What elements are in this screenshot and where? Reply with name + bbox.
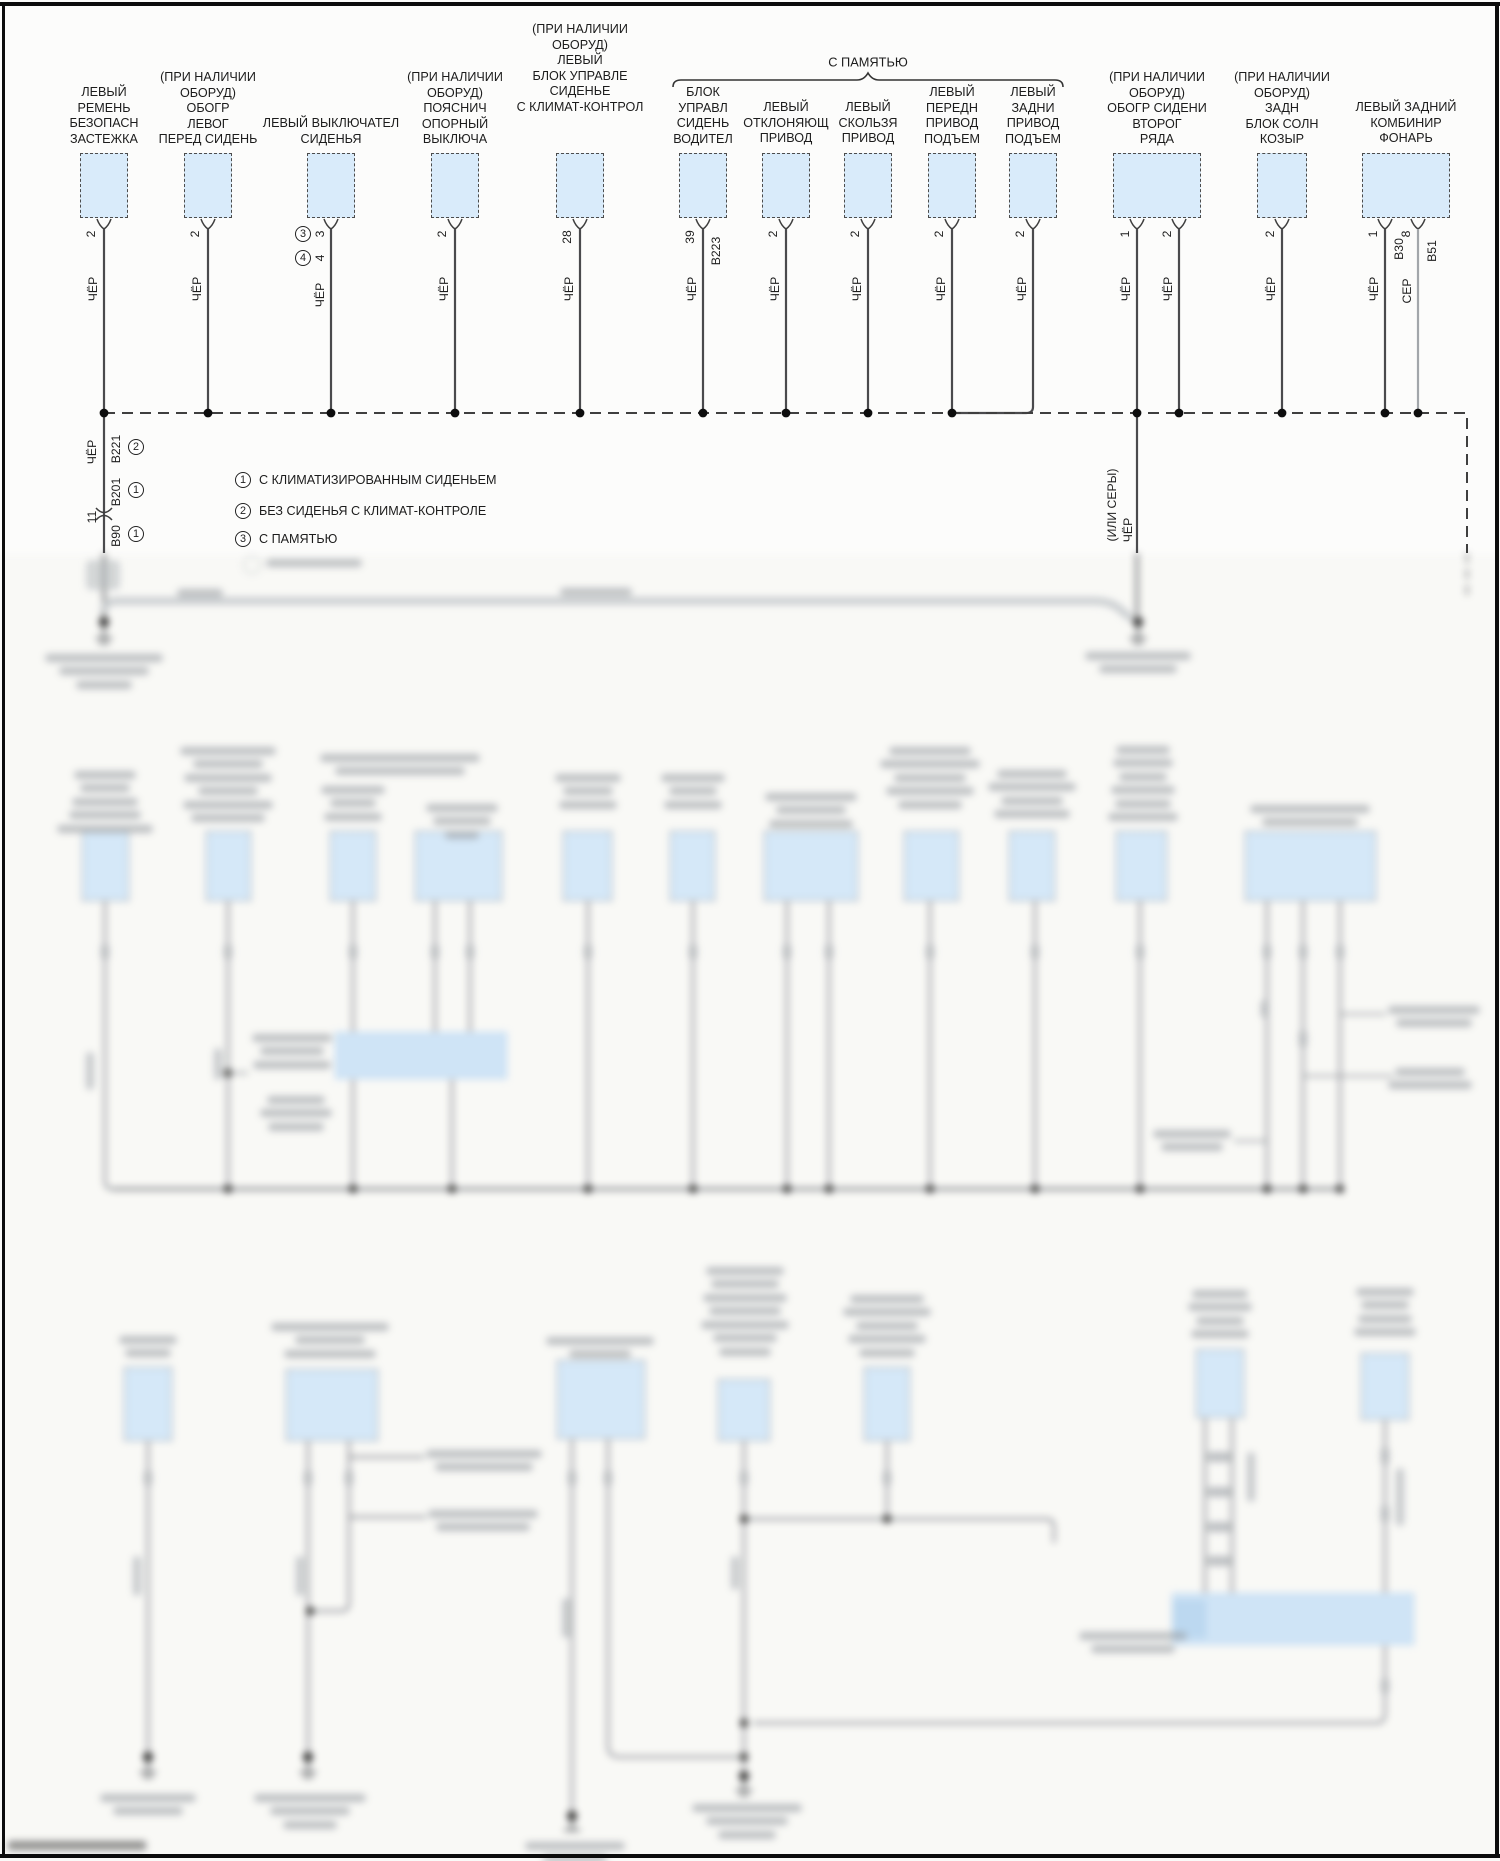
component-label: (ПРИ НАЛИЧИИ ОБОРУД) ЛЕВЫЙ БЛОК УПРАВЛЕ СИДЕНЬЕ С КЛИМАТ-КОНТРОЛ [516,22,644,114]
blurred-component-box [764,831,858,901]
blurred-label-block [555,768,621,809]
inline-connector [883,1470,891,1486]
blurred-label-block [252,1028,332,1069]
component-label: (ПРИ НАЛИЧИИ ОБОРУД) ПОЯСНИЧ ОПОРНЫЙ ВЫКЛЮЧА [407,70,503,146]
component-box-sunvisor-module [1257,153,1307,218]
blurred-vertical-text [86,1052,94,1090]
wire-color-label: ЧЁР [1121,517,1135,543]
inline-connector [740,1470,748,1486]
legend-text: С ПАМЯТЬЮ [259,532,338,546]
blurred-label-block [546,1331,654,1358]
blurred-ground-label [100,1788,196,1815]
component-label: БЛОК УПРАВЛ СИДЕНЬ ВОДИТЕЛ [673,85,733,146]
blurred-label-block [260,1090,332,1131]
page-border-top [0,2,1500,6]
blurred-label-block [661,768,725,809]
wire-color-label: ЧЁР [437,276,451,302]
inline-connector [431,944,439,960]
inline-connector [604,1470,612,1486]
blurred-label-block [1388,1062,1472,1089]
inline-connector [144,1470,152,1486]
connector-name: B30 [1392,238,1406,260]
pin-number: 1 [1118,230,1132,238]
inline-connector [1299,1030,1307,1048]
component-box-rear-lift-motor [1009,153,1057,218]
blurred-vertical-text [1396,1468,1404,1526]
connector-name: B51 [1425,240,1439,262]
condition-circle-4: 4 [295,250,311,266]
memory-group-label: С ПАМЯТЬЮ [828,54,908,70]
component-label: ЛЕВЫЙ ЗАДНИ ПРИВОД ПОДЪЕМ [1005,85,1061,146]
blurred-vertical-text [1247,1452,1255,1502]
blurred-component-box [206,831,251,901]
blurred-label-block [1153,1124,1231,1151]
blurred-label-block [119,1330,177,1357]
blurred-component-box [1245,831,1376,901]
pin-number: 28 [560,230,574,244]
inline-connector [1261,1000,1269,1018]
blurred-label-block [321,780,385,821]
wire-color-label: ЧЁР [685,276,699,302]
twisted-pair-mark [1207,1487,1231,1497]
blurred-ground-label [254,1788,366,1829]
component-box-driver-seat-module [679,153,727,218]
component-label: ЛЕВЫЙ ЗАДНИЙ КОМБИНИР ФОНАРЬ [1355,100,1457,145]
blurred-band-highlight [1172,1593,1414,1645]
wire-color-label: ЧЁР [934,276,948,302]
component-label: ЛЕВЫЙ ВЫКЛЮЧАТЕЛ СИДЕНЬЯ [262,116,400,146]
connector-name: B221 [109,434,123,464]
component-label: ЛЕВЫЙ ОТКЛОНЯЮЩ ПРИВОД [743,100,829,145]
blurred-callout-block [428,1504,538,1531]
component-label: ЛЕВЫЙ СКОЛЬЗЯ ПРИВОД [838,100,898,145]
condition-circle: 2 [128,439,144,455]
blurred-label-block [700,1261,790,1356]
inline-connector [1136,944,1144,960]
blurred-label-block [880,741,980,809]
component-label: (ПРИ НАЛИЧИИ ОБОРУД) ОБОГР СИДЕНИ ВТОРОГ РЯДА [1107,70,1207,146]
inline-connector [349,944,357,960]
wire-color-label: ЧЁР [1015,276,1029,302]
blurred-vertical-text [296,1556,304,1596]
blurred-component-box [557,1360,645,1439]
connector-name: B223 [709,236,723,266]
pin-number: 3 [313,230,327,238]
wire-color-label: ЧЁР [1264,276,1278,302]
blurred-footer-text [8,1841,146,1850]
inline-connector [101,944,109,960]
page-border-bottom [0,1854,1500,1858]
blurred-component-box [82,831,129,901]
blurred-label-block [1108,740,1178,821]
blurred-component-box [718,1379,770,1441]
legend-symbol: 3 [235,531,251,547]
blurred-label-block [180,741,276,822]
pin-number: 2 [932,230,946,238]
pin-number: 1 [1366,230,1380,238]
blurred-label-block [1188,1284,1252,1338]
wire-alt-color-label: (ИЛИ СЕРЫ) [1105,468,1119,542]
blurred-component-box [670,831,715,901]
blurred-vertical-text [731,1556,739,1590]
legend-item [235,531,565,549]
twisted-pair-mark [1207,1556,1231,1566]
component-label: ЛЕВЫЙ РЕМЕНЬ БЕЗОПАСН ЗАСТЕЖКА [69,85,139,146]
pin-number: 2 [1160,230,1174,238]
component-box-front-lift-motor [928,153,976,218]
legend-text: С КЛИМАТИЗИРОВАННЫМ СИДЕНЬЕМ [259,473,497,487]
wire-color-label: ЧЁР [85,439,99,465]
inline-connector [783,944,791,960]
blurred-component-box [563,831,612,901]
inline-connector [345,1470,353,1486]
blurred-label-block [1354,1282,1416,1336]
legend-text: БЕЗ СИДЕНЬЯ С КЛИМАТ-КОНТРОЛЕ [259,504,487,518]
blurred-component-box [1361,1353,1409,1420]
inline-connector [926,944,934,960]
wire-color-label: ЧЁР [313,282,327,308]
inline-connector [1299,944,1307,960]
blurred-label-block [765,787,857,828]
inline-connector [689,944,697,960]
component-label: (ПРИ НАЛИЧИИ ОБОРУД) ЗАДН БЛОК СОЛН КОЗЫР [1234,70,1330,146]
pin-number: 2 [188,230,202,238]
component-box-recline-motor [762,153,810,218]
wire-color-label: ЧЁР [1119,276,1133,302]
blurred-component-box [864,1367,910,1441]
pin-number: 2 [435,230,449,238]
blurred-label-block [843,1289,931,1357]
blurred-component-box [904,831,959,901]
wire-color-label: ЧЁР [1161,276,1175,302]
pin-number: 8 [1399,230,1413,238]
wire-color-label: ЧЁР [562,276,576,302]
component-box-lumbar-switch [431,153,479,218]
component-box-seat-switch [307,153,355,218]
twisted-pair-mark [1207,1452,1231,1462]
component-box-rear-lamp [1362,153,1450,218]
blurred-label-block [320,748,480,775]
blurred-component-box [124,1367,172,1441]
legend-symbol: 1 [235,472,251,488]
blurred-label-block [988,764,1076,818]
pin-number: 4 [313,254,327,262]
blurred-callout-block [426,1444,542,1471]
blurred-vertical-text [562,1598,570,1638]
condition-circle: 1 [128,482,144,498]
blurred-label-block [1388,1000,1480,1027]
blurred-component-box [330,831,376,901]
legend-symbol: 2 [235,503,251,519]
inline-connector [304,1470,312,1486]
component-box-slide-motor [844,153,892,218]
pin-number: 11 [85,510,99,524]
inline-connector [1381,1505,1389,1523]
wire-color-label: СЕР [1400,278,1414,304]
pin-number: 2 [1013,230,1027,238]
inline-connector [1031,944,1039,960]
inline-connector [1381,1678,1389,1694]
component-label: ЛЕВЫЙ ПЕРЕДН ПРИВОД ПОДЪЕМ [924,85,980,146]
component-box-seat-belt-buckle [80,153,128,218]
blurred-label-block [1250,799,1370,826]
legend-item [235,503,565,521]
wire-color-label: ЧЁР [1367,276,1381,302]
inline-connector [1381,1447,1389,1465]
component-box-front-seat-heater [184,153,232,218]
wire-color-label: ЧЁР [768,276,782,302]
connector-name: B90 [109,525,123,547]
twisted-pair-mark [1207,1522,1231,1532]
pin-number: 2 [1263,230,1277,238]
blurred-component-box [286,1369,378,1441]
wire-color-label: ЧЁР [86,276,100,302]
component-box-climate-seat-module [556,153,604,218]
blurred-ground-label [692,1798,802,1839]
blurred-splice-highlight [335,1032,507,1079]
blurred-label-block [57,765,153,833]
blurred-callout-block [1079,1626,1187,1653]
blurred-label-block [426,798,498,839]
connector-name: B201 [109,477,123,507]
component-box-second-row-heater [1113,153,1201,218]
inline-connector [1336,944,1344,960]
wire-color-label: ЧЁР [850,276,864,302]
component-label: (ПРИ НАЛИЧИИ ОБОРУД) ОБОГР ЛЕВОГ ПЕРЕД СИДЕНЬ [158,70,258,146]
inline-connector [1263,944,1271,960]
blurred-component-box [1196,1349,1244,1418]
blurred-label-block [271,1317,389,1358]
pin-number: 2 [848,230,862,238]
inline-connector [568,1470,576,1486]
condition-circle: 1 [128,526,144,542]
condition-circle-3: 3 [295,226,311,242]
blurred-component-box [1009,831,1055,901]
blurred-vertical-text [214,1048,222,1080]
pin-number: 2 [84,230,98,238]
inline-connector [584,944,592,960]
inline-connector [466,944,474,960]
page-border-left [2,2,5,1858]
blurred-component-box [415,831,502,901]
inline-connector [825,944,833,960]
pin-number: 2 [766,230,780,238]
pin-number: 39 [683,230,697,244]
legend-item [235,472,565,490]
inline-connector [224,944,232,960]
blurred-vertical-text [133,1556,141,1596]
blurred-component-box [1116,831,1167,901]
page-border-right [1495,2,1499,1858]
wire-color-label: ЧЁР [190,276,204,302]
